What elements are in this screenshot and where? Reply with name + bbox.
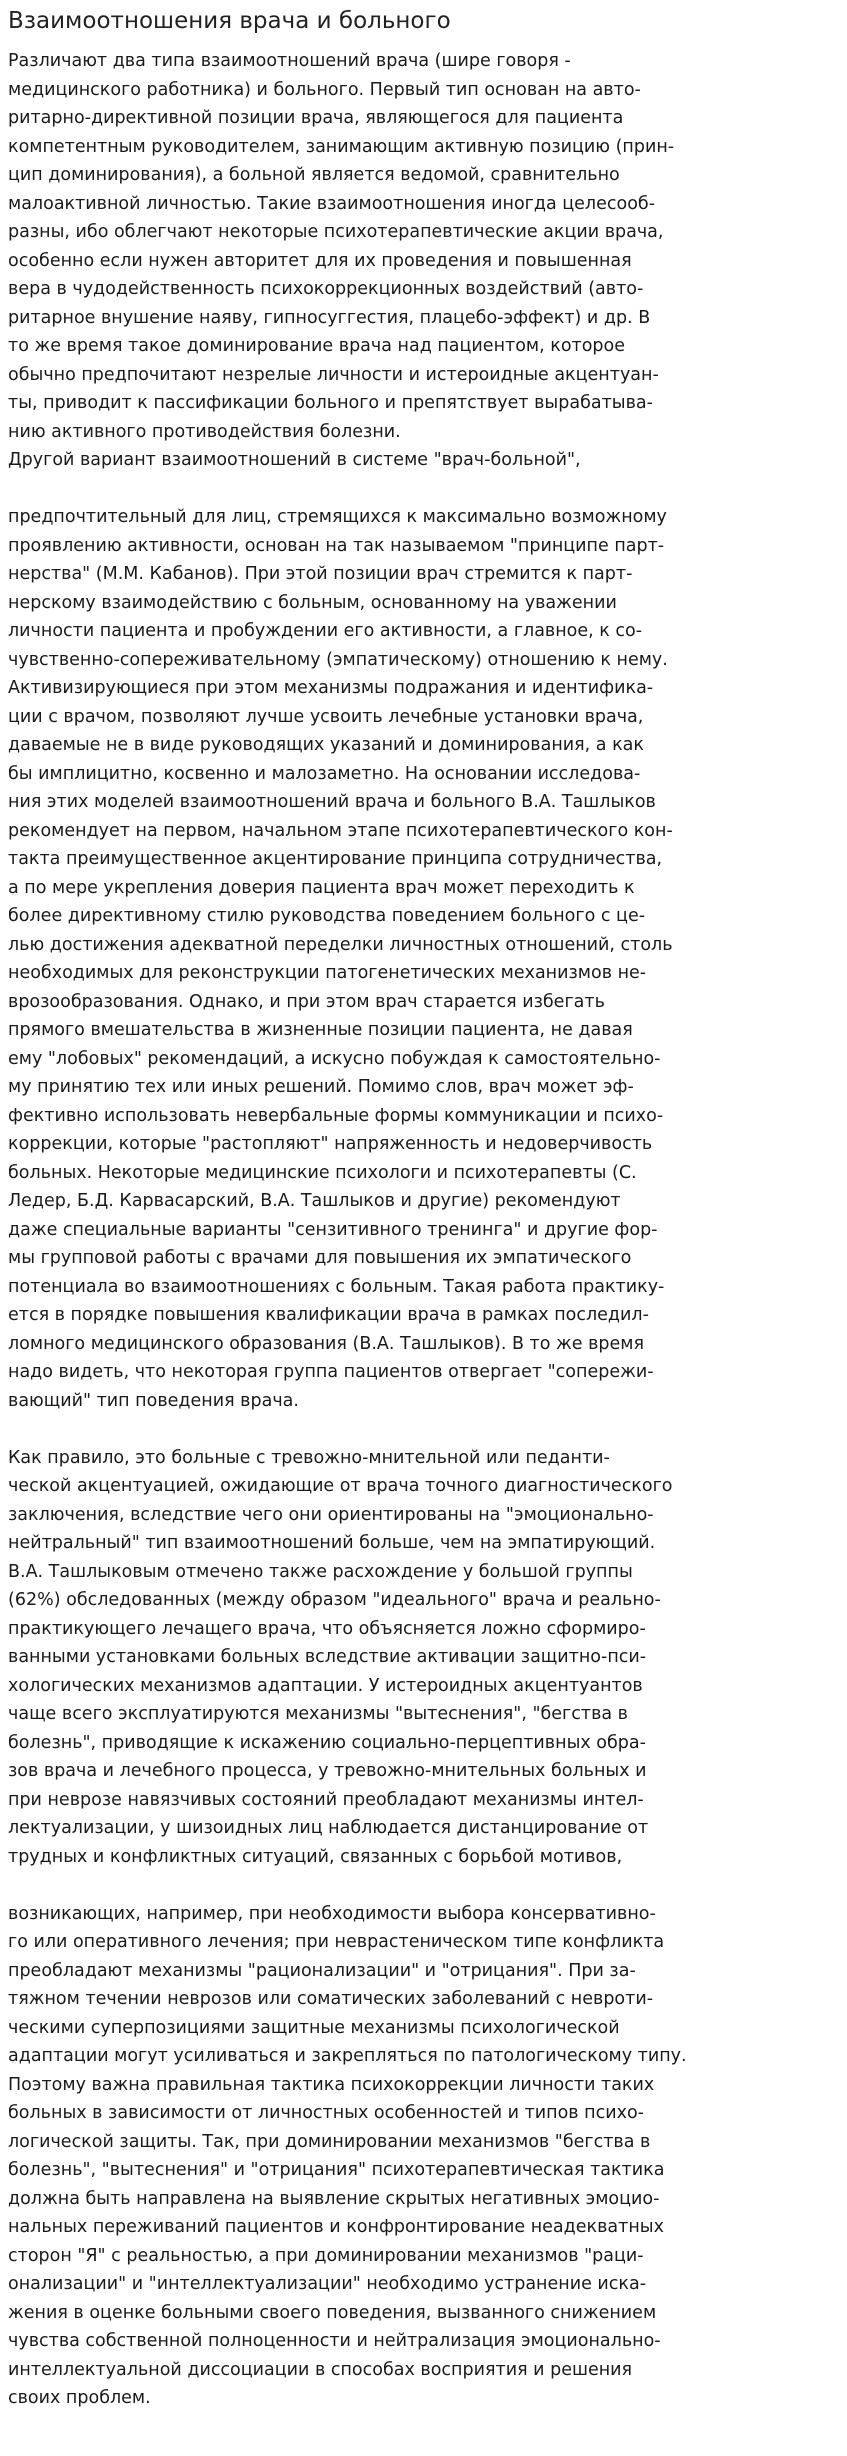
text-line: онализации" и "интеллектуализации" необходимо устранение иска-	[8, 2274, 647, 2294]
text-line: вающий" тип поведения врача.	[8, 1390, 299, 1411]
text-line: лью достижения адекватной переделки личностных отношений, столь	[8, 934, 673, 955]
text-line: трудных и конфликтных ситуаций, связанных с борьбой мотивов,	[8, 1846, 623, 1867]
text-line: надо видеть, что некоторая группа пациентов отвергает "сопережи-	[8, 1362, 654, 1382]
text-line: цип доминирования), а больной является ведомой, сравнительно	[8, 165, 620, 185]
text-line: коррекции, которые "растопляют" напряженность и недоверчивость	[8, 1134, 653, 1154]
text-line: больных. Некоторые медицинские психологи и психотерапевты (С.	[8, 1162, 637, 1183]
text-line: врозообразования. Однако, и при этом врач старается избегать	[8, 991, 605, 1012]
text-line: ется в порядке повышения квалификации врача в рамках последил-	[8, 1305, 649, 1325]
text-line: нию активного противодействия болезни.	[8, 421, 401, 442]
text-line: ему "лобовых" рекомендаций, а искусно побуждая к самостоятельно-	[8, 1048, 661, 1069]
text-line: необходимых для реконструкции патогенетических механизмов не-	[8, 963, 647, 983]
text-line: ванными установками больных вследствие активации защитно-пси-	[8, 1647, 647, 1667]
text-line: Ледер, Б.Д. Карвасарский, В.А. Ташлыков и другие) рекомендуют	[8, 1191, 621, 1211]
text-line: Поэтому важна правильная тактика психокоррекции личности таких	[8, 2074, 655, 2095]
text-line: болезнь", "вытеснения" и "отрицания" психотерапевтическая тактика	[8, 2160, 665, 2180]
text-line: В.А. Ташлыковым отмечено также расхождение у большой группы	[8, 1561, 633, 1582]
text-line: малоактивной личностью. Такие взаимоотношения иногда целесооб-	[8, 193, 656, 214]
text-line: жения в оценке больными своего поведения, вызванного снижением	[8, 2302, 657, 2323]
text-line: фективно использовать невербальные формы коммуникации и психо-	[8, 1105, 664, 1126]
text-line: ритарно-директивной позиции врача, являющегося для пациента	[8, 108, 624, 128]
text-line: ты, приводит к пассификации больного и препятствует вырабатыва-	[8, 393, 653, 413]
text-line: должна быть направлена на выявление скрытых негативных эмоцио-	[8, 2188, 660, 2209]
paragraph	[8, 1900, 839, 2413]
text-line: ческими суперпозициями защитные механизмы психологической	[8, 2017, 620, 2038]
text-line: сторон "Я" с реальностью, а при доминировании механизмов "раци-	[8, 2245, 644, 2266]
text-line: больных в зависимости от личностных особенностей и типов психо-	[8, 2103, 644, 2123]
text-line: хологических механизмов адаптации. У истероидных акцентуантов	[8, 1675, 643, 1696]
text-line: проявлению активности, основан на так называемом "принципе парт-	[8, 535, 665, 556]
text-line: то же время такое доминирование врача над пациентом, которое	[8, 336, 626, 356]
text-line: го или оперативного лечения; при неврастеническом типе конфликта	[8, 1932, 665, 1952]
text-line: ломного медицинского образования (В.А. Ташлыков). В то же время	[8, 1333, 645, 1354]
text-line: нерства" (М.М. Кабанов). При этой позиции врач стремится к парт-	[8, 564, 633, 584]
text-line: при неврозе навязчивых состояний преобладают механизмы интел-	[8, 1789, 644, 1810]
page-title: Взаимоотношения врача и больного	[8, 8, 451, 34]
text-line: мы групповой работы с врачами для повышения их эмпатического	[8, 1248, 632, 1268]
text-line: му принятию тех или иных решений. Помимо слов, врач может эф-	[8, 1077, 634, 1097]
text-line: потенциала во взаимоотношениях с больным. Такая работа практику-	[8, 1276, 665, 1297]
text-line: а по мере укрепления доверия пациента врач может переходить к	[8, 877, 635, 898]
text-line: интеллектуальной диссоциации в способах восприятия и решения	[8, 2359, 633, 2380]
paragraph-gap	[8, 1871, 839, 1900]
text-line: ции с врачом, позволяют лучше усвоить лечебные установки врача,	[8, 706, 644, 727]
paragraph	[8, 47, 839, 475]
text-line: медицинского работника) и больного. Первый тип основан на авто-	[8, 79, 641, 100]
article-body	[8, 47, 839, 2413]
text-line: возникающих, например, при необходимости выбора консервативно-	[8, 1903, 656, 1924]
text-line: даваемые не в виде руководящих указаний и доминирования, а как	[8, 735, 644, 755]
text-line: (62%) обследованных (между образом "идеального" врача и реально-	[8, 1590, 661, 1610]
text-line: нейтральный" тип взаимоотношений больше, чем на эмпатирующий.	[8, 1533, 656, 1553]
text-line: нальных переживаний пациентов и конфронтирование неадекватных	[8, 2217, 664, 2237]
text-line: болезнь", приводящие к искажению социально-перцептивных обра-	[8, 1732, 646, 1753]
text-line: предпочтительный для лиц, стремящихся к максимально возможному	[8, 507, 667, 527]
text-line: чаще всего эксплуатируются механизмы "вытеснения", "бегства в	[8, 1704, 628, 1724]
text-line: особенно если нужен авторитет для их проведения и повышенная	[8, 250, 632, 271]
text-line: ческой акцентуацией, ожидающие от врача точного диагностического	[8, 1476, 673, 1496]
paragraph	[8, 1444, 839, 1872]
text-line: практикующего лечащего врача, что объясняется ложно сформиро-	[8, 1618, 646, 1639]
text-line: чувственно-сопереживательному (эмпатическому) отношению к нему.	[8, 649, 668, 670]
text-line: Различают два типа взаимоотношений врача (шире говоря -	[8, 51, 571, 71]
text-line: чувства собственной полноценности и нейтрализация эмоционально-	[8, 2331, 661, 2351]
text-line: Активизирующиеся при этом механизмы подражания и идентифика-	[8, 678, 654, 698]
text-line: логической защиты. Так, при доминировании механизмов "бегства в	[8, 2131, 651, 2152]
text-line: прямого вмешательства в жизненные позиции пациента, не давая	[8, 1020, 633, 1040]
text-line: разны, ибо облегчают некоторые психотерапевтические акции врача,	[8, 222, 664, 242]
text-line: компетентным руководителем, занимающим активную позицию (прин-	[8, 136, 675, 157]
text-line: Как правило, это больные с тревожно-мнительной или педанти-	[8, 1447, 610, 1468]
text-line: вера в чудодейственность психокоррекционных воздействий (авто-	[8, 279, 644, 299]
text-line: обычно предпочитают незрелые личности и истероидные акцентуан-	[8, 364, 659, 385]
text-line: нерскому взаимодействию с больным, основанному на уважении	[8, 592, 617, 613]
text-line: лектуализации, у шизоидных лиц наблюдается дистанцирование от	[8, 1818, 649, 1838]
text-line: адаптации могут усиливаться и закрепляться по патологическому типу.	[8, 2046, 687, 2066]
text-line: тяжном течении неврозов или соматических заболеваний с невроти-	[8, 1989, 654, 2009]
text-line: зов врача и лечебного процесса, у тревожно-мнительных больных и	[8, 1761, 647, 1781]
text-line: даже специальные варианты "сензитивного тренинга" и другие фор-	[8, 1219, 658, 1240]
text-line: преобладают механизмы "рационализации" и "отрицания". При за-	[8, 1960, 636, 1981]
text-line: рекомендует на первом, начальном этапе психотерапевтического кон-	[8, 820, 673, 841]
text-line: заключения, вследствие чего они ориентированы на "эмоционально-	[8, 1504, 654, 1525]
text-line: ритарное внушение наяву, гипносуггестия, плацебо-эффект) и др. В	[8, 307, 651, 328]
text-line: личности пациента и пробуждении его активности, а главное, к со-	[8, 621, 643, 641]
text-line: такта преимущественное акцентирование принципа сотрудничества,	[8, 849, 663, 869]
paragraph	[8, 503, 839, 1415]
text-line: бы имплицитно, косвенно и малозаметно. На основании исследова-	[8, 763, 641, 784]
text-line: своих проблем.	[8, 2388, 151, 2408]
text-line: ния этих моделей взаимоотношений врача и больного В.А. Ташлыков	[8, 792, 656, 812]
text-line: Другой вариант взаимоотношений в системе "врач-больной",	[8, 450, 581, 470]
paragraph-gap	[8, 475, 839, 504]
text-line: более директивному стилю руководства поведением больного с це-	[8, 906, 646, 926]
paragraph-gap	[8, 1415, 839, 1444]
